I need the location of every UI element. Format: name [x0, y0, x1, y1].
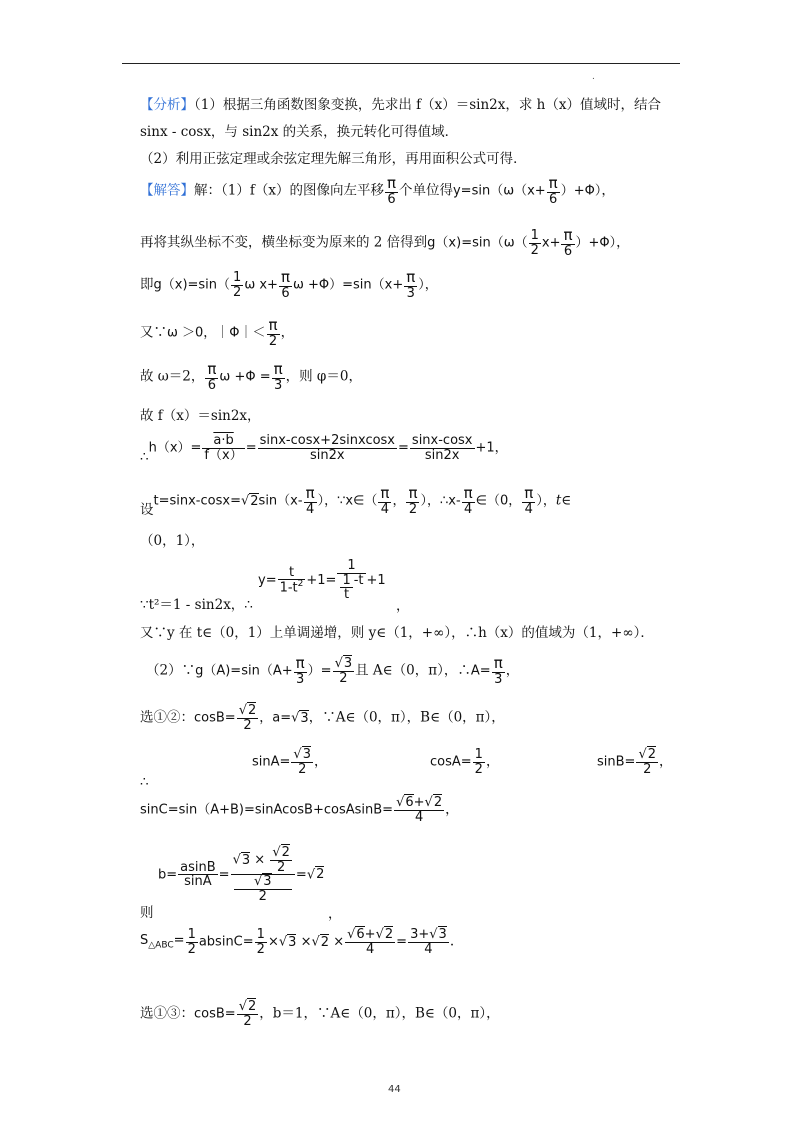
solution-line-7: ∴h（x）= $\frac{a\cdot b}{f(x)}$ = $\frac{\text{sinx-cosx+2sinxcosx}}{\sin 2x}$ = $\frac{\sin x-\cos x}{\sin 2x}$ +1， [140, 433, 508, 466]
solution-line-15: sinC=sin（A+B)=sinAcosB+cosAsinB= $\frac{√6+√2}{4}$ ， [140, 795, 459, 825]
analysis-tag: 【分析】 [140, 97, 194, 113]
sinA-expr: sinA= $\frac{√3}{2}$ ， [252, 747, 328, 777]
solution-line-10-end: ， [396, 598, 410, 614]
solution-line-10-expr: y= $\frac{t}{1-t^2}$ +1= 1 $\frac{1}{t}$ -t +1 [258, 558, 386, 603]
solution-line-17: $S_{\triangle ABC}=$ $\frac{1}{2}$ absinC= $\frac{1}{2}$ ×√3 ×√2 × $\frac{√6+√2}{4}$ = $\frac{3+√3}{4}$ . [140, 927, 455, 957]
solution-line-10: ∵t²＝1 - sin2x，∴ [140, 597, 253, 613]
analysis-line-1: 【分析】（1）根据三角函数图象变换，先求出 f（x）＝sin2x，求 h（x）值域时，结合 [140, 97, 661, 113]
analysis-line-2: sinx - cosx，与 sin2x 的关系，换元转化可得值域． [140, 124, 459, 140]
solution-line-5: 故 ω＝2， $\frac{\pi}{6}$ ω +Φ = $\frac{\pi}{3}$ ，则 φ＝0， [140, 360, 362, 393]
solution-line-6: 故 f（x）＝sin2x， [140, 408, 261, 424]
solution-line-2: 再将其纵坐标不变，横坐标变为原来的 2 倍得到g（x)=sin（ω（ $\frac{1}{2}$ x+ $\frac{\pi}{6}$ ）+Φ）， [140, 226, 630, 259]
header-rule [122, 63, 680, 64]
solution-line-18: 选①③：cosB= $\frac{√2}{2}$ ，b＝1，∵A∈（0，π），B∈（0，π）， [140, 999, 500, 1029]
solution-line-3: 即g（x)=sin（ $\frac{1}{2}$ ω x+ $\frac{\pi}{6}$ ω +Φ）=sin（x+ $\frac{\pi}{3}$ ）， [140, 268, 438, 301]
analysis-line-3: （2）利用正弦定理或余弦定理先解三角形，再用面积公式可得． [140, 151, 527, 167]
solution-line-4: 又∵ω ＞0，｜Φ｜＜ $\frac{\pi}{2}$ ， [140, 316, 295, 349]
sinB-expr: sinB= $\frac{√2}{2}$ ， [597, 747, 673, 777]
cosA-expr: cosA= $\frac{1}{2}$ ， [430, 747, 500, 777]
solution-tag: 【解答】 [140, 182, 194, 199]
solution-line-8: 设t=sinx-cosx=√2sin（x- $\frac{\pi}{4}$ ），∵x∈（ $\frac{\pi}{4}$ ， $\frac{\pi}{2}$ ），∴x- $\frac{\pi}{4}$ ∈（0， $\frac{\pi}{4}$ ），t∈ [140, 484, 572, 519]
solution-line-13: 选①②：cosB= $\frac{√2}{2}$ ，a=√3，∵A∈（0，π），B∈（0，π）， [140, 703, 505, 733]
b-expr: b= $\frac{asinB}{\sin A}$ = √3 × $\frac{√2}{2}$ √3 2 =√2 [158, 845, 325, 904]
solution-line-12: （2）∵g（A)=sin（A+ $\frac{\pi}{3}$ ）= $\frac{√3}{2}$ 且 A∈（0，π），∴A= $\frac{\pi}{3}$ ， [146, 654, 520, 687]
solution-line-9: （0，1）， [140, 533, 205, 549]
header-mark: . [592, 72, 595, 82]
solution-line-11: 又∵y 在 t∈（0，1）上单调递增，则 y∈（1，+∞），∴h（x）的值域为（1，+∞）． [140, 625, 654, 641]
fraction: $\frac{\pi}{6}$ [386, 174, 396, 207]
solution-line-16-end: ， [328, 906, 342, 922]
solution-line-16-lead: 则 [140, 905, 154, 921]
solution-line-1: 【解答】解：（1）f（x）的图像向左平移 $\frac{\pi}{6}$ 个单位得y=sin（ω（x+ $\frac{\pi}{6}$ ）+Φ）， [140, 174, 615, 207]
page-number: 44 [388, 1084, 401, 1095]
solution-line-14-lead: ∴ [140, 774, 149, 790]
